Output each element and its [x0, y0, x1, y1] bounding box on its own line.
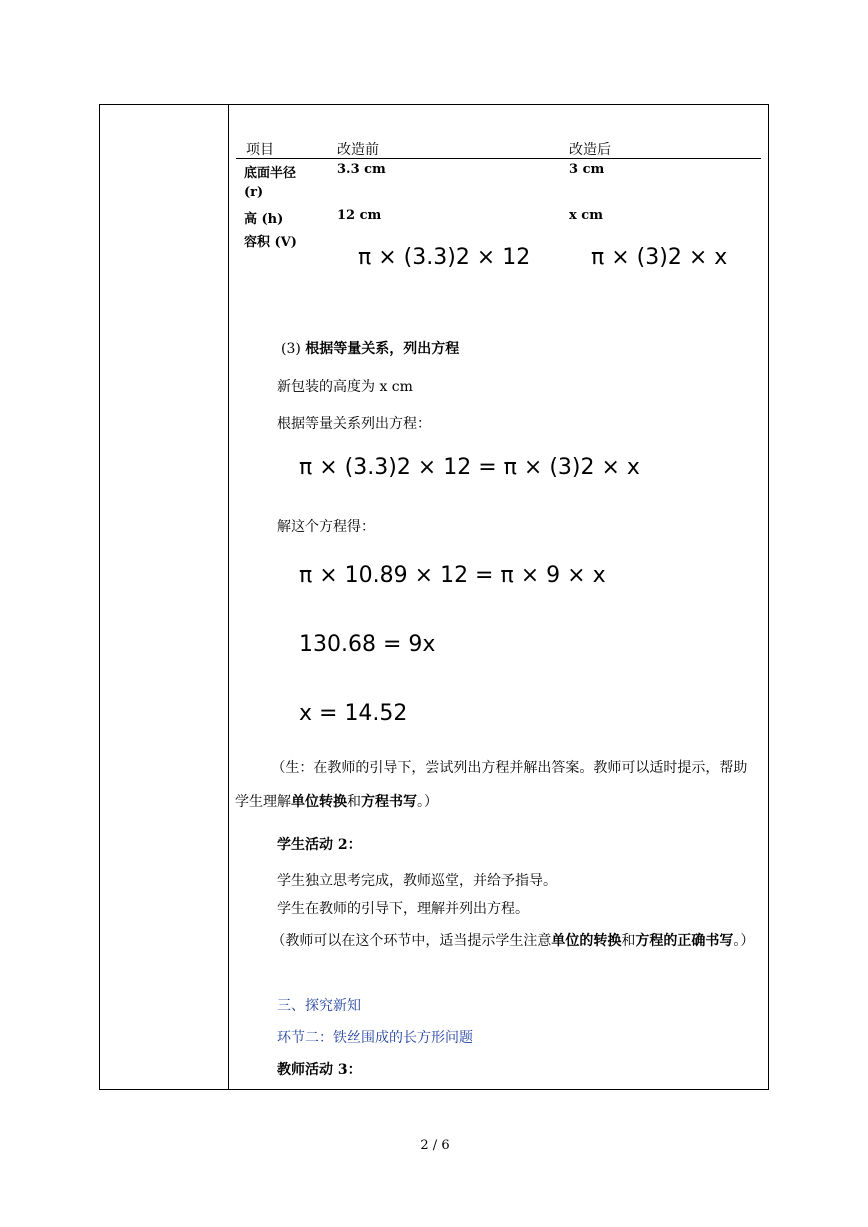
subsection-heading: 环节二：铁丝围成的长方形问题 [277, 1030, 473, 1046]
solve-step-2: 130.68 = 9x [299, 632, 436, 657]
row-volume-before: π × (3.3)2 × 12 [358, 245, 531, 270]
row-height-after: x cm [569, 208, 603, 223]
keyword-correct-writing: 方程的正确书写 [635, 933, 734, 949]
row-radius-after: 3 cm [569, 162, 605, 177]
activity-2-title: 学生活动 2： [277, 837, 362, 853]
row-volume-label: 容积 (V) [244, 235, 297, 250]
solve-step-1: π × 10.89 × 12 = π × 9 × x [299, 563, 606, 588]
solve-intro: 解这个方程得： [277, 519, 375, 535]
row-radius-label-symbol: (r) [244, 185, 264, 200]
new-height-line: 新包装的高度为 x cm [277, 379, 413, 395]
step3-prefix: (3) [281, 341, 301, 357]
activity-3-title: 教师活动 3： [277, 1062, 362, 1078]
table-header-before: 改造前 [337, 142, 379, 158]
keyword-equation-writing: 方程书写 [361, 794, 417, 810]
step3-heading [281, 338, 459, 358]
column-divider [228, 104, 229, 1090]
solve-step-3: x = 14.52 [299, 701, 408, 726]
row-height-label: 高 (h) [244, 212, 284, 227]
table-header-item: 项目 [246, 142, 274, 158]
teacher-note: （教师可以在这个环节中，适当提示学生注意单位的转换和方程的正确书写。） [271, 933, 755, 949]
row-radius-before: 3.3 cm [337, 162, 386, 177]
student-note: （生：在教师的引导下，尝试列出方程并解出答案。教师可以适时提示，帮助学生理解单位转换和方程书写。） [235, 760, 748, 810]
row-radius-label: 底面半径 [244, 166, 297, 181]
page-number: 2 / 6 [420, 1138, 450, 1153]
activity-2-line-2: 学生在教师的引导下，理解并列出方程。 [277, 901, 529, 917]
activity-2-line-1: 学生独立思考完成，教师巡堂，并给予指导。 [277, 873, 557, 889]
keyword-unit-transform: 单位的转换 [551, 933, 622, 949]
equation-intro: 根据等量关系列出方程： [277, 416, 431, 432]
section-heading: 三、探究新知 [277, 998, 361, 1014]
step3-title: 根据等量关系，列出方程 [305, 341, 460, 357]
table-header-rule [236, 158, 761, 159]
table-header-after: 改造后 [569, 142, 611, 158]
equation-main: π × (3.3)2 × 12 = π × (3)2 × x [299, 455, 640, 480]
row-height-before: 12 cm [337, 208, 382, 223]
keyword-unit-conversion: 单位转换 [291, 794, 347, 810]
row-volume-after: π × (3)2 × x [591, 245, 728, 270]
